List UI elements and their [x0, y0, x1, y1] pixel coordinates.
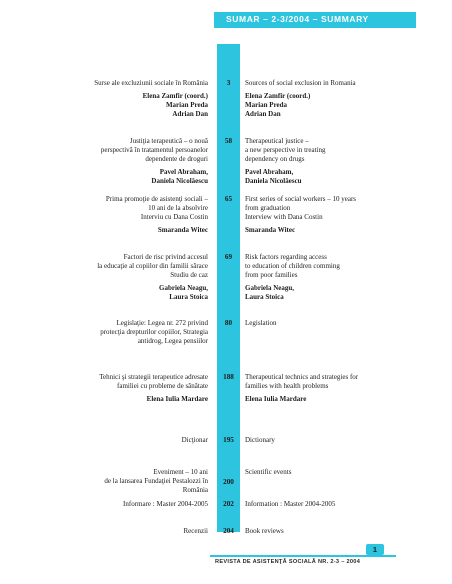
author-name: Daniela Nicolăescu	[151, 177, 208, 185]
romanian-entry	[48, 500, 208, 509]
author-name: Adrian Dan	[245, 110, 281, 118]
author-name: Gabriela Neagu,	[159, 284, 208, 292]
romanian-title-line: Recenzii	[183, 527, 208, 535]
english-entry	[245, 436, 385, 445]
romanian-title-line: la educaţie al copiilor din familii sărace	[97, 262, 208, 270]
romanian-title-line: de la lansarea Fundaţiei Pestalozzi în	[104, 477, 208, 485]
english-title-line: Dictionary	[245, 436, 275, 444]
romanian-entry	[48, 527, 208, 536]
romanian-entry	[48, 195, 208, 235]
romanian-entry	[48, 468, 208, 495]
romanian-title-line: Factori de risc privind accesul	[123, 253, 208, 261]
english-entry	[245, 373, 385, 404]
english-title-line: Legislation	[245, 319, 277, 327]
author-name: Pavel Abraham,	[159, 168, 208, 176]
english-entry	[245, 195, 385, 235]
header-title: SUMAR – 2-3/2004 – SUMMARY	[226, 14, 369, 24]
english-title-line: Scientific events	[245, 468, 292, 476]
romanian-title-line: dependente de droguri	[145, 155, 208, 163]
english-entry	[245, 468, 385, 477]
romanian-entry	[48, 137, 208, 186]
romanian-title-line: Surse ale excluziunii sociale în România	[94, 79, 208, 87]
page-number-label: 204	[223, 527, 234, 535]
page-number-label: 69	[224, 253, 233, 261]
author-name: Marian Preda	[245, 101, 288, 109]
romanian-entry	[48, 253, 208, 302]
english-title-line: to education of children comming	[245, 262, 340, 270]
english-entry	[245, 527, 385, 536]
romanian-title-line: România	[182, 486, 208, 494]
author-name: Smaranda Witec	[245, 226, 296, 234]
footer-rule	[210, 555, 396, 557]
romanian-title-line: Justiţia terapeutică – o nouă	[129, 137, 208, 145]
english-title-line: Information : Master 2004-2005	[245, 500, 336, 508]
romanian-title-line: Interviu cu Dana Costin	[140, 213, 208, 221]
romanian-title-line: perspectivă în tratamentul persoanelor	[100, 146, 208, 154]
page-number-label: 58	[224, 137, 233, 145]
english-title-line: First series of social workers – 10 years	[245, 195, 357, 203]
author-name: Gabriela Neagu,	[245, 284, 294, 292]
footer-journal-title: REVISTA DE ASISTENŢĂ SOCIALĂ NR. 2-3 – 2004	[215, 559, 361, 565]
author-name: Adrian Dan	[172, 110, 208, 118]
author-name: Elena Zamfir (coord.)	[142, 92, 208, 100]
author-name: Elena Iulia Mardare	[245, 395, 307, 403]
author-name: Elena Iulia Mardare	[146, 395, 208, 403]
english-title-line: from graduation	[245, 204, 291, 212]
romanian-title-line: Tehnici şi strategii terapeutice adresate	[99, 373, 208, 381]
english-title-line: Book reviews	[245, 527, 284, 535]
author-name: Laura Stoica	[245, 293, 284, 301]
romanian-title-line: protecţia drepturilor copiilor, Strategia	[100, 328, 208, 336]
page-number-label: 80	[224, 319, 233, 327]
english-entry	[245, 500, 385, 509]
english-title-line: from poor families	[245, 271, 298, 279]
english-title-line: Therapeutical technics and strategies for	[245, 373, 359, 381]
page-number-label: 3	[226, 79, 231, 87]
english-entry	[245, 137, 385, 186]
page-number-label: 195	[223, 436, 234, 444]
english-title-line: dependency on drugs	[245, 155, 305, 163]
romanian-title-line: Prima promoţie de asistenţi sociali –	[105, 195, 208, 203]
romanian-title-line: 10 ani de la absolvire	[148, 204, 208, 212]
english-title-line: Risk factors regarding access	[245, 253, 327, 261]
romanian-entry	[48, 79, 208, 119]
english-title-line: Therapeutical justice –	[245, 137, 309, 145]
page-number-label: 65	[224, 195, 233, 203]
romanian-title-line: Eveniment – 10 ani	[153, 468, 208, 476]
english-title-line: Sources of social exclusion in Romania	[245, 79, 356, 87]
romanian-title-line: Legislaţie: Legea nr. 272 privind	[116, 319, 208, 327]
english-title-line: Interview with Dana Costin	[245, 213, 323, 221]
author-name: Elena Zamfir (coord.)	[245, 92, 311, 100]
page-number-column	[217, 44, 240, 532]
romanian-entry	[48, 319, 208, 346]
english-entry	[245, 319, 385, 328]
romanian-title-line: Informare : Master 2004-2005	[123, 500, 208, 508]
author-name: Marian Preda	[165, 101, 208, 109]
author-name: Smaranda Witec	[157, 226, 208, 234]
author-name: Pavel Abraham,	[245, 168, 294, 176]
romanian-title-line: familiei cu probleme de sănătate	[117, 382, 208, 390]
page-number-label: 200	[223, 478, 234, 486]
author-name: Laura Stoica	[169, 293, 208, 301]
english-entry	[245, 79, 385, 119]
page-number: 1	[366, 544, 384, 555]
page-number-label: 188	[223, 373, 234, 381]
romanian-entry	[48, 373, 208, 404]
english-entry	[245, 253, 385, 302]
english-title-line: a new perspective in treating	[245, 146, 326, 154]
romanian-entry	[48, 436, 208, 445]
author-name: Daniela Nicolăescu	[245, 177, 302, 185]
page-number-label: 202	[223, 500, 234, 508]
romanian-title-line: antidrog, Legea pensiilor	[137, 337, 208, 345]
romanian-title-line: Studiu de caz	[170, 271, 208, 279]
english-title-line: families with health problems	[245, 382, 329, 390]
romanian-title-line: Dicţionar	[181, 436, 208, 444]
